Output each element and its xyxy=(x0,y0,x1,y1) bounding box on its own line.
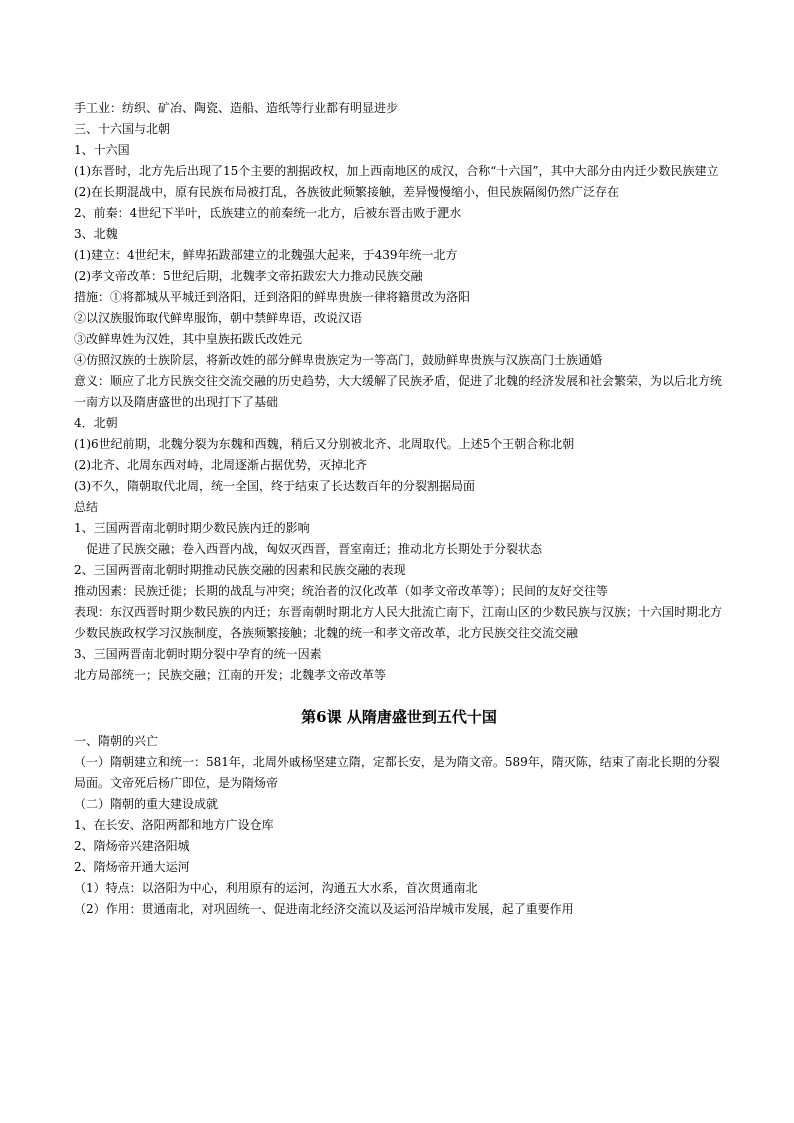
document-page xyxy=(74,98,724,920)
text-line: (2)孝文帝改革：5世纪后期，北魏孝文帝拓跋宏大力推动民族交融 xyxy=(74,269,423,283)
text-paragraph: (1)东晋时，北方先后出现了15个主要的割据政权，加上西南地区的成汉，合称“十六国”，其中大部分由内迁少数民族建立 xyxy=(74,164,719,178)
text-line: 北方局部统一；民族交融；江南的开发；北魏孝文帝改革等 xyxy=(74,668,387,682)
text-line: (1)6世纪前期，北魏分裂为东魏和西魏，稍后又分别被北齐、北周取代。上述5个王朝合称北朝 xyxy=(74,437,575,451)
subsection-heading: （二）隋朝的重大建设成就 xyxy=(74,797,219,811)
text-paragraph: 表现：东汉西晋时期少数民族的内迁；东晋南朝时期北方人民大批流亡南下，江南山区的少数民族与汉族；十六国时期北方少数民族政权学习汉族制度，各族频繁接触；北魏的统一和孝文帝改革，北方民族交往交流交融 xyxy=(74,605,723,640)
lesson-title: 第6课 从隋唐盛世到五代十国 xyxy=(301,708,497,726)
text-line: （2）作用：贯通南北，对巩固统一、促进南北经济交流以及运河沿岸城市发展，起了重要作用 xyxy=(74,902,574,916)
text-line: 1、在长安、洛阳两都和地方广设仓库 xyxy=(74,818,274,832)
text-line: ②以汉族服饰取代鲜卑服饰，朝中禁鲜卑语，改说汉语 xyxy=(74,311,363,325)
text-line: 推动因素：民族迁徙；长期的战乱与冲突；统治者的汉化改革（如孝文帝改革等）；民间的友好交往等 xyxy=(74,584,609,598)
text-line: 促进了民族交融；卷入西晋内战，匈奴灭西晋，晋室南迁；推动北方长期处于分裂状态 xyxy=(86,542,543,556)
text-paragraph: 意义：顺应了北方民族交往交流交融的历史趋势，大大缓解了民族矛盾，促进了北魏的经济发展和社会繁荣，为以后北方统一南方以及隋唐盛世的出现打下了基础 xyxy=(74,374,723,409)
text-line: 3、三国两晋南北朝时期分裂中孕育的统一因素 xyxy=(74,647,322,661)
text-line: (2)在长期混战中，原有民族布局被打乱，各族彼此频繁接触，差异慢慢缩小，但民族隔阂仍然广泛存在 xyxy=(74,185,620,199)
text-line: 措施：①将都城从平城迁到洛阳，迁到洛阳的鲜卑贵族一律将籍贯改为洛阳 xyxy=(74,290,471,304)
text-line: ③改鲜卑姓为汉姓，其中皇族拓跋氏改姓元 xyxy=(74,332,303,346)
text-paragraph: （一）隋朝建立和统一：581年，北周外戚杨坚建立隋，定都长安，是为隋文帝。589年，隋灭陈，结束了南北长期的分裂局面。文帝死后杨广即位，是为隋炀帝 xyxy=(74,755,720,790)
text-line: (1)建立：4世纪末，鲜卑拓跋部建立的北魏强大起来，于439年统一北方 xyxy=(74,248,458,262)
section-heading: 一、隋朝的兴亡 xyxy=(74,734,159,748)
text-line: 1、三国两晋南北朝时期少数民族内迁的影响 xyxy=(74,521,310,535)
text-line: (2)北齐、北周东西对峙，北周逐渐占据优势，灭掉北齐 xyxy=(74,458,368,472)
subsection-heading: 1、十六国 xyxy=(74,143,130,157)
text-line: 2、隋炀帝开通大运河 xyxy=(74,860,190,874)
subsection-heading: 4．北朝 xyxy=(74,416,118,430)
summary-heading: 总结 xyxy=(74,500,99,514)
section-heading: 三、十六国与北朝 xyxy=(74,122,171,136)
text-line: 2、隋炀帝兴建洛阳城 xyxy=(74,839,190,853)
subsection-heading: 3、北魏 xyxy=(74,227,118,241)
text-line: 2、三国两晋南北朝时期推动民族交融的因素和民族交融的表现 xyxy=(74,563,406,577)
text-line: 手工业：纺织、矿冶、陶瓷、造船、造纸等行业都有明显进步 xyxy=(74,101,399,115)
text-line: (3)不久，隋朝取代北周，统一全国，终于结束了长达数百年的分裂割据局面 xyxy=(74,479,476,493)
text-line: 2、前秦：4世纪下半叶，氐族建立的前秦统一北方，后被东晋击败于淝水 xyxy=(74,206,462,220)
text-line: ④仿照汉族的士族阶层，将新改姓的部分鲜卑贵族定为一等高门，鼓励鲜卑贵族与汉族高门士族通婚 xyxy=(74,353,603,367)
text-line: （1）特点：以洛阳为中心，利用原有的运河，沟通五大水系，首次贯通南北 xyxy=(74,881,478,895)
